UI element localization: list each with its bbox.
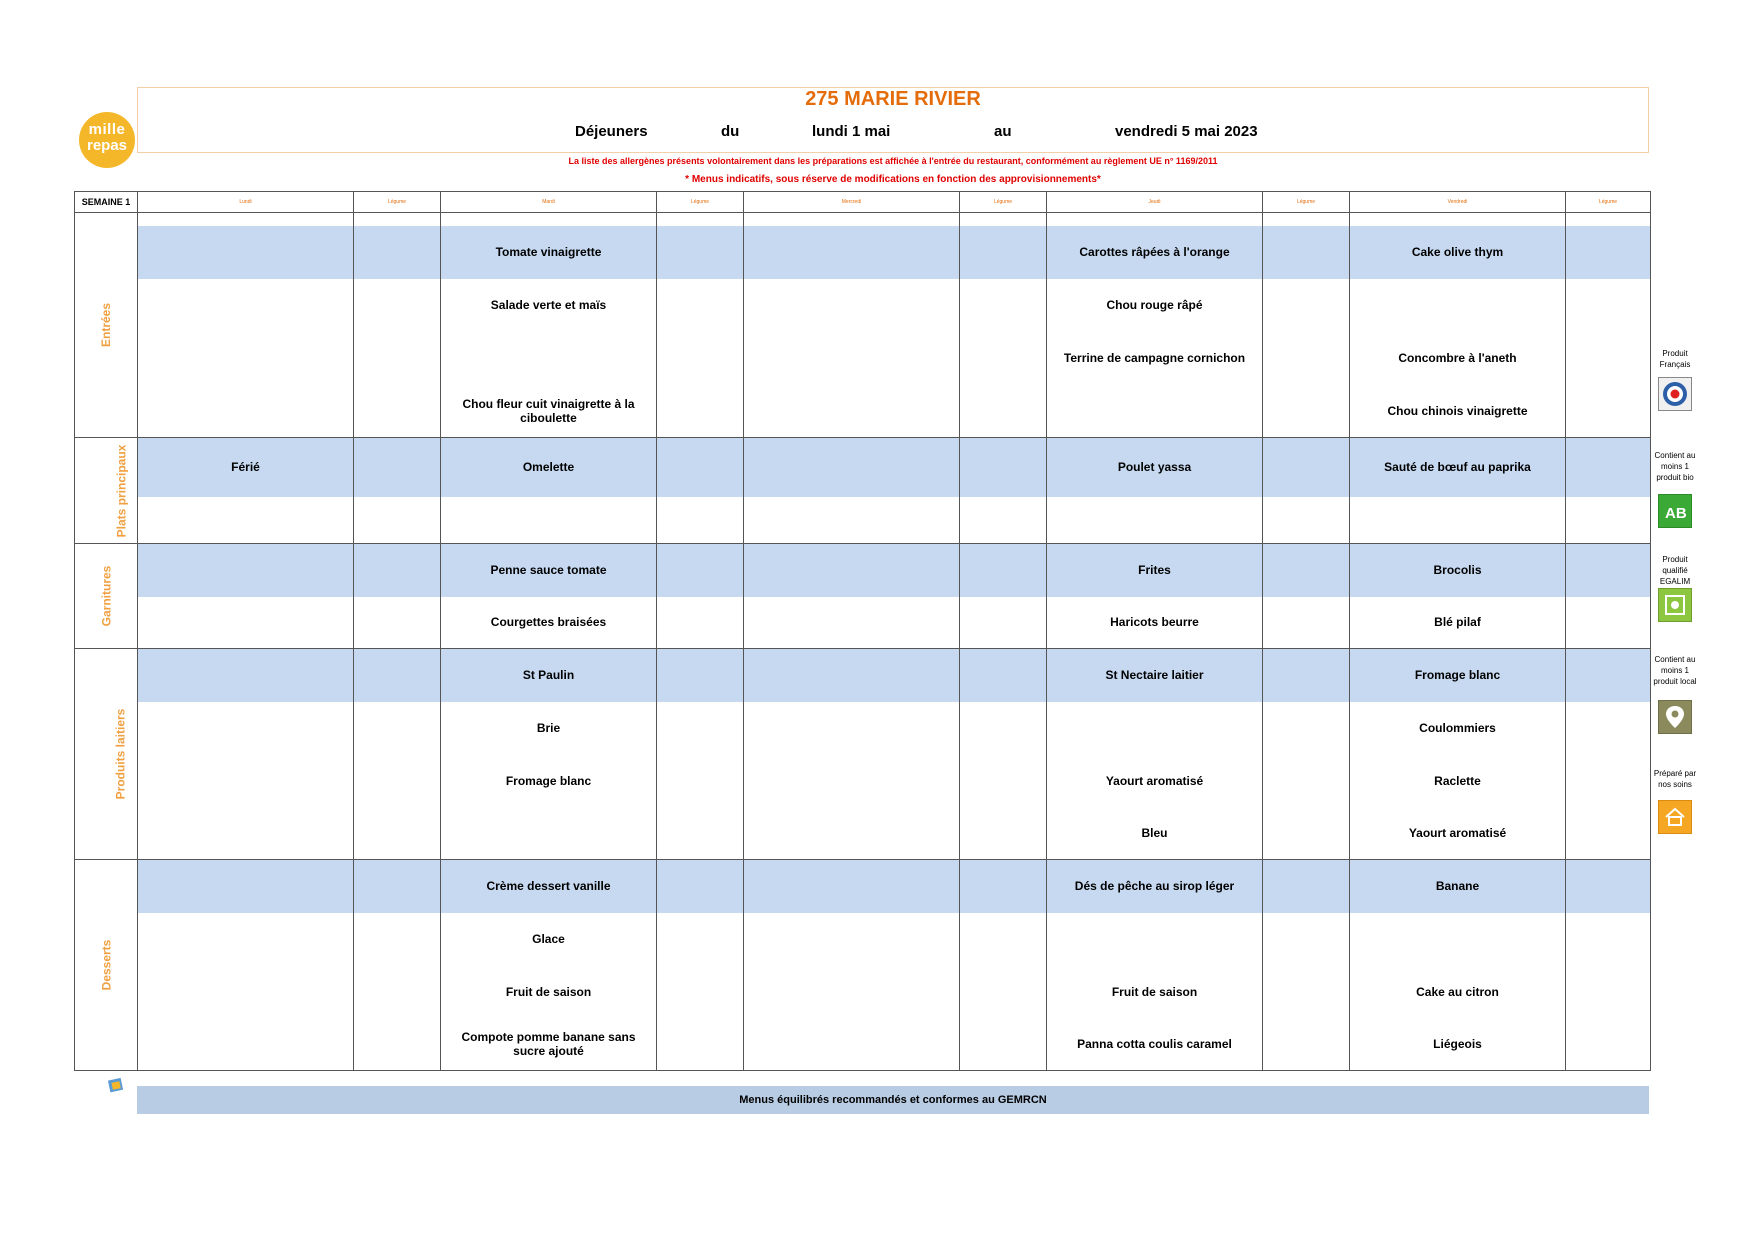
- table-row: [75, 755, 1651, 808]
- date-from-label: du: [721, 123, 740, 140]
- column-header: Légume: [1263, 192, 1350, 213]
- menu-item: Brocolis: [1350, 544, 1566, 597]
- section-laitiers: [75, 649, 138, 860]
- section-label: Produits laitiers: [113, 708, 128, 800]
- menu-item: Compote pomme banane sans sucre ajouté: [441, 1019, 657, 1071]
- menu-item: Glace: [441, 913, 657, 966]
- column-header: Mercredi: [744, 192, 960, 213]
- table-row: [75, 544, 1651, 597]
- menu-item: Chou chinois vinaigrette: [1350, 385, 1566, 438]
- menu-item: Dés de pêche au sirop léger: [1047, 860, 1263, 913]
- menu-item: St Nectaire laitier: [1047, 649, 1263, 702]
- menu-table: [74, 191, 1651, 1071]
- table-row: [75, 226, 1651, 279]
- section-label: Garnitures: [99, 565, 113, 627]
- egalim-icon: [1658, 588, 1692, 622]
- column-header: Mardi: [441, 192, 657, 213]
- menu-item: Tomate vinaigrette: [441, 226, 657, 279]
- menu-item: Cake olive thym: [1350, 226, 1566, 279]
- gemrcn-footer: Menus équilibrés recommandés et conformes au GEMRCN: [137, 1086, 1649, 1114]
- table-row: [75, 438, 1651, 497]
- column-header: Légume: [960, 192, 1047, 213]
- column-header: Vendredi: [1350, 192, 1566, 213]
- section-garnitures: [75, 544, 138, 649]
- menu-item: Fruit de saison: [1047, 966, 1263, 1019]
- menu-item: Banane: [1350, 860, 1566, 913]
- menu-item: Penne sauce tomate: [441, 544, 657, 597]
- menu-item: Chou rouge râpé: [1047, 279, 1263, 332]
- table-row: [75, 213, 1651, 226]
- legend-label-bio: Contient au moins 1 produit bio: [1654, 451, 1696, 482]
- section-label: Entrées: [99, 302, 113, 348]
- menu-item: Férié: [138, 438, 354, 497]
- svg-text:AB: AB: [1665, 505, 1687, 522]
- column-header: Légume: [354, 192, 441, 213]
- menu-item: Bleu: [1047, 808, 1263, 860]
- menu-item: Salade verte et maïs: [441, 279, 657, 332]
- menu-item: Terrine de campagne cornichon: [1047, 332, 1263, 385]
- menu-item: Raclette: [1350, 755, 1566, 808]
- menu-item: Crème dessert vanille: [441, 860, 657, 913]
- table-row: [75, 808, 1651, 860]
- table-row: [75, 966, 1651, 1019]
- menu-item: Yaourt aromatisé: [1350, 808, 1566, 860]
- meal-type: Déjeuners: [575, 123, 648, 140]
- page-title: 275 MARIE RIVIER: [805, 88, 981, 110]
- legend-label-french: Produit Français: [1659, 349, 1691, 369]
- location-pin-icon: [1658, 700, 1692, 734]
- menu-item: Sauté de bœuf au paprika: [1350, 438, 1566, 497]
- section-label: Plats principaux: [114, 444, 129, 537]
- column-header: Jeudi: [1047, 192, 1263, 213]
- menu-item: Blé pilaf: [1350, 597, 1566, 649]
- table-row: [75, 1019, 1651, 1071]
- table-row: [75, 497, 1651, 544]
- house-icon: [1658, 800, 1692, 834]
- end-date: vendredi 5 mai 2023: [1115, 123, 1258, 140]
- menu-item: Coulommiers: [1350, 702, 1566, 755]
- table-row: [75, 860, 1651, 913]
- menu-item: Yaourt aromatisé: [1047, 755, 1263, 808]
- allergen-note: La liste des allergènes présents volontairement dans les préparations est affichée à l'entrée du restaurant, conformément au règlement UE n° 1169/2011: [568, 156, 1218, 166]
- date-to-label: au: [994, 123, 1012, 140]
- menu-item: Courgettes braisées: [441, 597, 657, 649]
- column-header: Légume: [1566, 192, 1651, 213]
- section-entrees: [75, 213, 138, 438]
- menu-item: Concombre à l'aneth: [1350, 332, 1566, 385]
- table-row: [75, 649, 1651, 702]
- menu-item: Poulet yassa: [1047, 438, 1263, 497]
- column-header: Lundi: [138, 192, 354, 213]
- section-label: Desserts: [98, 939, 113, 991]
- section-plats: [75, 438, 138, 544]
- logo-text-line1: mille: [88, 121, 126, 138]
- table-row: [75, 913, 1651, 966]
- menu-item: Haricots beurre: [1047, 597, 1263, 649]
- table-row: [75, 279, 1651, 332]
- legend-label-local: Contient au moins 1 produit local: [1653, 655, 1697, 686]
- menu-item: Fruit de saison: [441, 966, 657, 1019]
- table-row: [75, 332, 1651, 385]
- table-row: [75, 385, 1651, 438]
- indicative-note: * Menus indicatifs, sous réserve de modifications en fonction des approvisionnements*: [685, 174, 1101, 185]
- menu-item: Chou fleur cuit vinaigrette à la ciboulette: [441, 385, 657, 438]
- legend-label-homemade: Préparé par nos soins: [1653, 769, 1697, 789]
- menu-item: Fromage blanc: [1350, 649, 1566, 702]
- legend-label-egalim: Produit qualifié EGALIM: [1659, 555, 1691, 586]
- section-desserts: [75, 860, 138, 1071]
- menu-item: Frites: [1047, 544, 1263, 597]
- menu-item: Cake au citron: [1350, 966, 1566, 1019]
- menu-item: Brie: [441, 702, 657, 755]
- menu-item: Carottes râpées à l'orange: [1047, 226, 1263, 279]
- menu-item: St Paulin: [441, 649, 657, 702]
- table-row: [75, 597, 1651, 649]
- menu-item: Liégeois: [1350, 1019, 1566, 1071]
- start-date: lundi 1 mai: [812, 123, 891, 140]
- french-roundel-icon: [1658, 377, 1692, 411]
- logo-text-line2: repas: [86, 137, 128, 154]
- menu-item: Panna cotta coulis caramel: [1047, 1019, 1263, 1071]
- menu-item: Omelette: [441, 438, 657, 497]
- mille-repas-logo: [79, 112, 135, 168]
- note-icon: [108, 1077, 124, 1093]
- menu-item: Fromage blanc: [441, 755, 657, 808]
- column-header: Légume: [657, 192, 744, 213]
- week-label: SEMAINE 1: [75, 192, 138, 213]
- ab-bio-icon: [1658, 494, 1692, 528]
- table-row: [75, 702, 1651, 755]
